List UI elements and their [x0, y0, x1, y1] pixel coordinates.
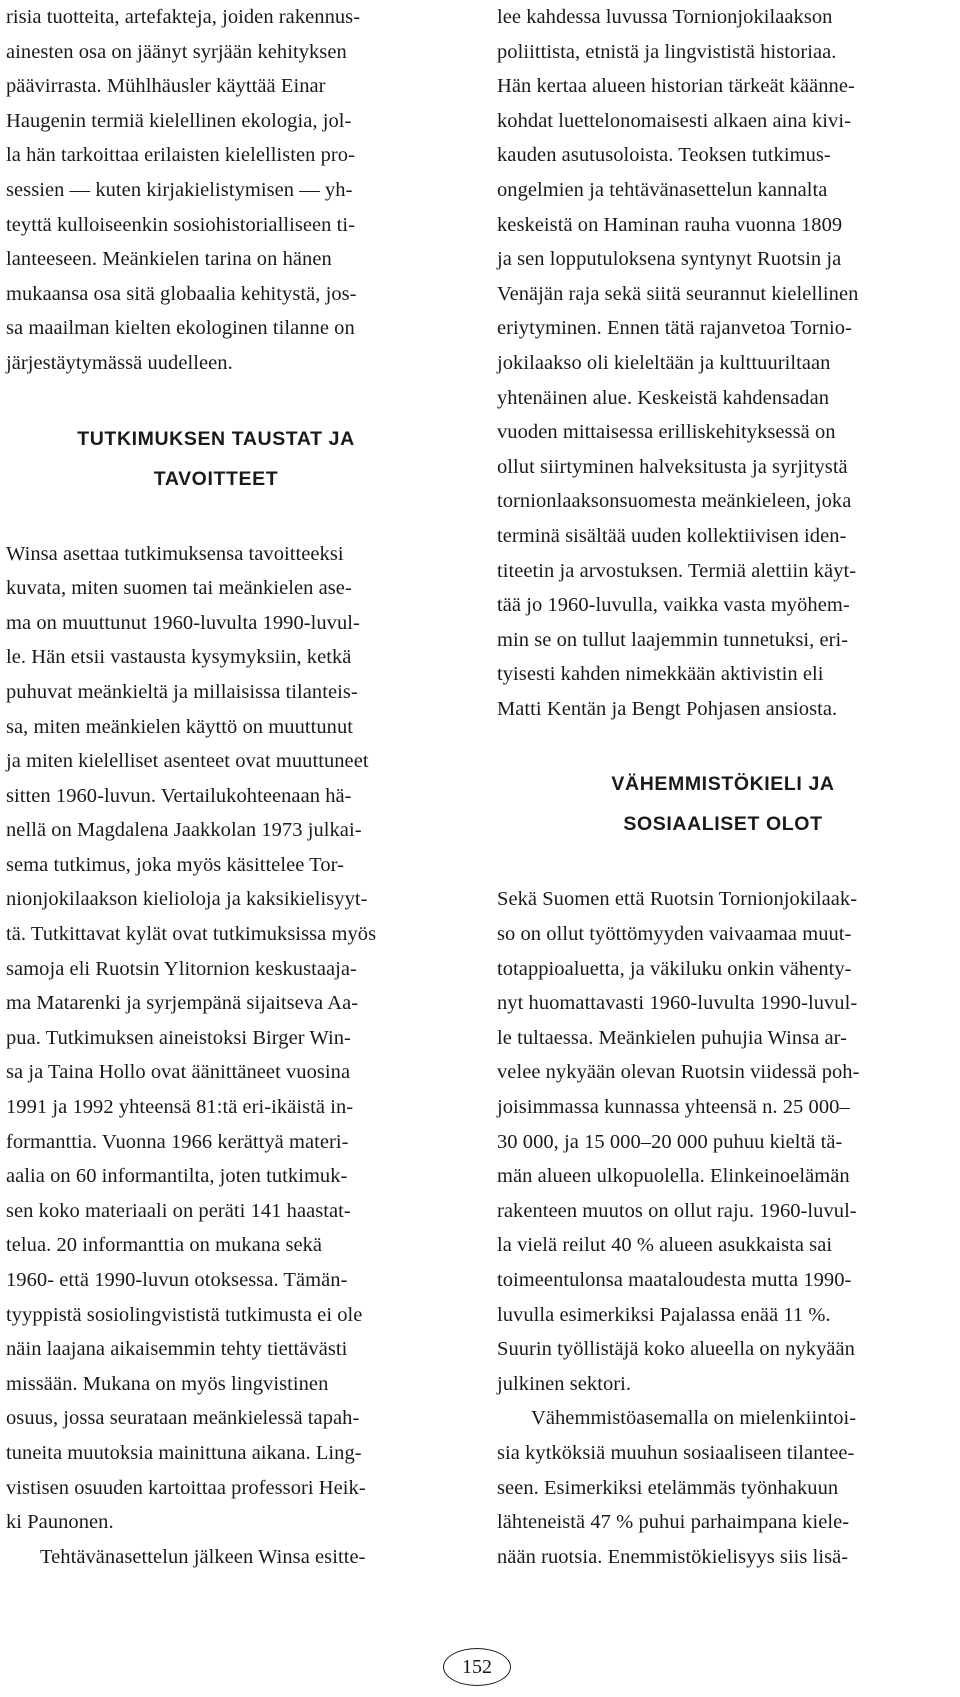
text-line: ollut siirtyminen halveksitusta ja syrjitystä [497, 455, 848, 478]
text-line: titeetin ja arvostuksen. Termiä alettiin käyt- [497, 559, 857, 582]
text-line: nionjokilaakson kielioloja ja kaksikielisyyt- [6, 888, 368, 911]
text-line: yhtenäinen alue. Keskeistä kahdensadan [497, 386, 830, 409]
text-line: keskeistä on Haminan rauha vuonna 1809 [497, 213, 843, 236]
text-line: tornionlaaksonsuomesta meänkieleen, joka [497, 490, 852, 513]
text-line: ma Matarenki ja syrjempänä sijaitseva Aa- [6, 992, 359, 1015]
text-line: sitten 1960-luvun. Vertailukohteenaan hä- [6, 784, 352, 807]
text-line: Haugenin termiä kielellinen ekologia, jol- [6, 109, 352, 132]
text-line: so on ollut työttömyyden vaivaamaa muut- [497, 923, 852, 946]
text-line: sen koko materiaali on peräti 141 haastat- [6, 1199, 351, 1222]
text-line: seen. Esimerkiksi etelämmäs työnhakuun [497, 1476, 839, 1499]
text-line: ja miten kielelliset asenteet ovat muuttuneet [6, 750, 369, 773]
paragraph-task-setting [6, 1540, 426, 1575]
text-line: terminä sisältää uuden kollektiivisen iden- [497, 524, 847, 547]
text-line: pua. Tutkimuksen aineistoksi Birger Win- [6, 1026, 351, 1049]
text-line: ma on muuttunut 1960-luvulta 1990-luvul- [6, 611, 360, 634]
text-line: päävirrasta. Mühlhäusler käyttää Einar [6, 75, 326, 98]
text-line: teyttä kulloiseenkin sosiohistorialliseen ti- [6, 213, 355, 236]
text-line: ongelmien ja tehtävänasettelun kannalta [497, 178, 828, 201]
text-line: 1991 ja 1992 yhteensä 81:tä eri-ikäistä in- [6, 1096, 354, 1119]
text-line: Tehtävänasettelun jälkeen Winsa esitte- [40, 1545, 366, 1568]
text-line: jokilaakso oli kieleltään ja kulttuuriltaan [497, 351, 831, 374]
text-line: sia kytköksiä muuhun sosiaaliseen tilantee- [497, 1441, 855, 1464]
text-line: nellä on Magdalena Jaakkolan 1973 julkai- [6, 819, 362, 842]
page-number: 152 [443, 1648, 511, 1686]
heading-line: SOSIAALISET OLOT [623, 813, 823, 836]
text-line: totappioaluetta, ja väkiluku onkin vähenty- [497, 957, 852, 980]
text-line: julkinen sektori. [497, 1372, 632, 1395]
text-line: Matti Kentän ja Bengt Pohjasen ansiosta. [497, 697, 838, 720]
text-line: le. Hän etsii vastausta kysymyksiin, ketkä [6, 646, 352, 669]
text-line: toimeentulonsa maataloudesta mutta 1990- [497, 1269, 852, 1291]
text-line: rakenteen muutos on ollut raju. 1960-luvul- [497, 1199, 857, 1222]
text-line: eriytyminen. Ennen tätä rajanvetoa Tornio- [497, 317, 852, 340]
text-line: 1960- että 1990-luvun otoksessa. Tämän- [6, 1269, 348, 1291]
spacer [6, 381, 426, 419]
text-line: sa, miten meänkielen käyttö on muuttunut [6, 715, 354, 738]
paragraph-intro-continuation [6, 0, 426, 381]
text-line: Vähemmistöasemalla on mielenkiintoi- [531, 1407, 857, 1430]
text-line: Hän kertaa alueen historian tärkeät käänne- [497, 75, 855, 98]
text-line: le tultaessa. Meänkielen puhujia Winsa ar- [497, 1026, 848, 1049]
text-line: nyt huomattavasti 1960-luvulta 1990-luvul- [497, 992, 858, 1015]
paragraph-research-goals [6, 537, 426, 1540]
text-line: ja sen lopputuloksena syntynyt Ruotsin ja [497, 248, 842, 271]
text-line: min se on tullut laajemmin tunnetuksi, eri- [497, 628, 849, 651]
text-line: Suurin työllistäjä koko alueella on nykyään [497, 1338, 855, 1361]
text-line: Sekä Suomen että Ruotsin Tornionjokilaak- [497, 888, 858, 911]
text-line: vistisen osuuden kartoittaa professori Heik- [6, 1476, 366, 1499]
text-line: tä. Tutkittavat kylät ovat tutkimuksissa myös [6, 923, 377, 946]
text-line: joisimmassa kunnassa yhteensä n. 25 000– [497, 1096, 850, 1119]
text-line: telua. 20 informanttia on mukana sekä [6, 1234, 323, 1257]
text-line: la hän tarkoittaa erilaisten kielellisten pro- [6, 144, 355, 167]
text-line: Venäjän raja sekä siitä seurannut kielellinen [497, 282, 859, 305]
paragraph-social-conditions [497, 882, 949, 1401]
text-line: vuoden mittaisessa erilliskehityksessä on [497, 421, 836, 444]
text-line: kauden asutusoloista. Teoksen tutkimus- [497, 144, 831, 167]
text-line: aalia on 60 informantilta, joten tutkimuk- [6, 1165, 348, 1188]
text-line: missään. Mukana on myös lingvistinen [6, 1372, 329, 1395]
text-line: järjestäytymässä uudelleen. [6, 351, 233, 374]
text-line: osuus, jossa seurataan meänkielessä tapah- [6, 1407, 360, 1430]
heading-line: VÄHEMMISTÖKIELI JA [611, 773, 835, 796]
text-line: sa maailman kielten ekologinen tilanne on [6, 317, 355, 340]
text-line: sessien — kuten kirjakielistymisen — yh- [6, 178, 353, 201]
section-heading-vahemmistokieli [497, 764, 949, 844]
text-line: mukaansa osa sitä globaalia kehitystä, jos- [6, 282, 357, 305]
paragraph-minority-status [497, 1401, 949, 1574]
text-line: ainesten osa on jäänyt syrjään kehityksen [6, 40, 347, 63]
text-line: sema tutkimus, joka myös käsittelee Tor- [6, 853, 344, 876]
left-column [6, 0, 426, 1574]
text-line: tyyppistä sosiolingvististä tutkimusta ei ole [6, 1303, 363, 1326]
paragraph-history [497, 0, 949, 726]
text-line: samoja eli Ruotsin Ylitornion keskustaaja- [6, 957, 357, 980]
heading-line: TUTKIMUKSEN TAUSTAT JA [77, 427, 355, 450]
text-line: la vielä reilut 40 % alueen asukkaista sai [497, 1234, 833, 1257]
spacer [497, 844, 949, 882]
text-line: kohdat luettelonomaisesti alkaen aina kivi- [497, 109, 851, 132]
text-line: tyisesti kahden nimekkään aktivistin eli [497, 663, 824, 686]
section-heading-tutkimuksen-taustat [6, 419, 426, 499]
spacer [497, 726, 949, 764]
spacer [6, 499, 426, 537]
text-line: män alueen ulkopuolella. Elinkeinoelämän [497, 1165, 850, 1188]
text-line: poliittista, etnistä ja lingvististä historiaa. [497, 40, 837, 63]
text-line: ki Paunonen. [6, 1511, 114, 1534]
text-line: nään ruotsia. Enemmistökielisyys siis lisä- [497, 1545, 849, 1568]
text-line: sa ja Taina Hollo ovat äänittäneet vuosina [6, 1061, 351, 1084]
text-line: tuneita muutoksia mainittuna aikana. Ling- [6, 1441, 362, 1464]
text-line: kuvata, miten suomen tai meänkielen ase- [6, 577, 352, 600]
heading-line: TAVOITTEET [153, 467, 279, 490]
text-line: 30 000, ja 15 000–20 000 puhuu kieltä tä- [497, 1130, 843, 1153]
text-line: puhuvat meänkieltä ja millaisissa tilanteis- [6, 680, 358, 703]
right-column [497, 0, 949, 1574]
text-line: lähteneistä 47 % puhui parhaimpana kiele- [497, 1511, 850, 1534]
text-line: lee kahdessa luvussa Tornionjokilaakson [497, 6, 833, 28]
text-line: näin laajana aikaisemmin tehty tiettävästi [6, 1338, 348, 1361]
text-line: tää jo 1960-luvulla, vaikka vasta myöhem- [497, 594, 850, 617]
text-line: Winsa asettaa tutkimuksensa tavoitteeksi [6, 542, 344, 565]
text-line: luvulla esimerkiksi Pajalassa enää 11 %. [497, 1303, 831, 1326]
text-line: velee nykyään olevan Ruotsin viidessä poh- [497, 1061, 860, 1084]
text-line: risia tuotteita, artefakteja, joiden rakennus- [6, 6, 361, 28]
text-line: lanteeseen. Meänkielen tarina on hänen [6, 248, 332, 271]
text-line: formanttia. Vuonna 1966 kerättyä materi- [6, 1130, 349, 1153]
